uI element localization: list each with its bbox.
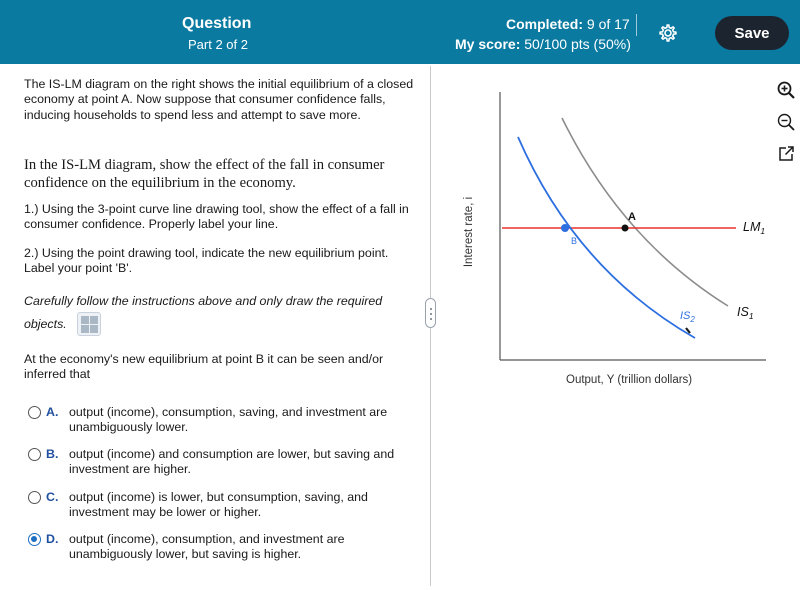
completed-value: 9 of 17	[586, 16, 630, 32]
option-b-letter: B.	[46, 447, 59, 461]
zoom-in-icon[interactable]	[776, 80, 796, 100]
x-axis-label: Output, Y (trillion dollars)	[566, 374, 693, 386]
option-d-text: output (income), consumption, and investment are unambiguously lower, but saving is higher.	[69, 532, 345, 562]
point-b-label: B	[571, 236, 578, 246]
external-link-icon[interactable]	[776, 144, 796, 164]
option-c-text: output (income) is lower, but consumption, saving, and investment may be lower or higher.	[69, 490, 368, 520]
option-b-text: output (income) and consumption are lower, but saving and investment are higher.	[69, 447, 395, 477]
point-a-marker	[622, 225, 629, 232]
gear-icon[interactable]	[658, 23, 678, 43]
option-d-letter: D.	[46, 532, 59, 546]
radio-b[interactable]	[28, 448, 41, 461]
intro-text: The IS-LM diagram on the right shows the initial equilibrium of a closed economy at point A. Now suppose that consumer confidence falls, inducing households to spend less and attempt to save more.	[24, 77, 414, 122]
option-a[interactable]	[28, 404, 408, 438]
objects-text: objects.	[24, 317, 67, 331]
score-status	[455, 36, 631, 52]
is1-label: $IS_1$	[737, 305, 754, 321]
is1-curve	[562, 118, 728, 306]
score-label: My score:	[455, 36, 521, 52]
option-a-text: output (income), consumption, saving, and investment are unambiguously lower.	[69, 405, 388, 435]
option-c[interactable]	[28, 489, 408, 523]
option-b[interactable]	[28, 446, 408, 480]
option-c-letter: C.	[46, 490, 59, 504]
header-divider	[636, 14, 637, 36]
radio-d[interactable]	[28, 533, 41, 546]
question-title: Question	[182, 15, 252, 32]
option-a-letter: A.	[46, 405, 59, 419]
point-b-marker[interactable]	[561, 224, 569, 232]
lm1-label: $LM_1$	[743, 220, 766, 236]
careful-text: Carefully follow the instructions above and only draw the required	[24, 294, 383, 308]
question-text: At the economy's new equilibrium at point B it can be seen and/or inferred that	[24, 352, 384, 382]
step1-text: 1.) Using the 3-point curve line drawing tool, show the effect of a fall in consumer confidence. Properly label your line.	[24, 202, 409, 232]
instruction-text: In the IS-LM diagram, show the effect of the fall in consumer confidence on the equilibrium in the economy.	[24, 157, 385, 191]
resize-handle[interactable]	[425, 298, 436, 328]
is2-label: $IS_2$	[680, 310, 695, 324]
radio-c[interactable]	[28, 491, 41, 504]
option-d[interactable]	[28, 531, 408, 565]
score-value: 50/100 pts (50%)	[524, 36, 631, 52]
radio-a[interactable]	[28, 406, 41, 419]
top-bar	[0, 0, 800, 64]
is2-curve	[518, 137, 695, 338]
completed-label: Completed:	[506, 16, 583, 32]
drawing-tool-icon[interactable]	[77, 312, 101, 336]
save-button[interactable]: Save	[715, 16, 789, 50]
zoom-out-icon[interactable]	[776, 112, 796, 132]
question-part: Part 2 of 2	[188, 37, 248, 52]
y-axis-label: Interest rate, i	[463, 196, 475, 268]
completed-status	[506, 16, 630, 32]
step2-text: 2.) Using the point drawing tool, indicate the new equilibrium point. Label your point 'B'.	[24, 246, 389, 276]
objects-row	[24, 310, 101, 338]
islm-graph[interactable]	[440, 70, 780, 400]
point-a-label: A	[628, 211, 636, 223]
